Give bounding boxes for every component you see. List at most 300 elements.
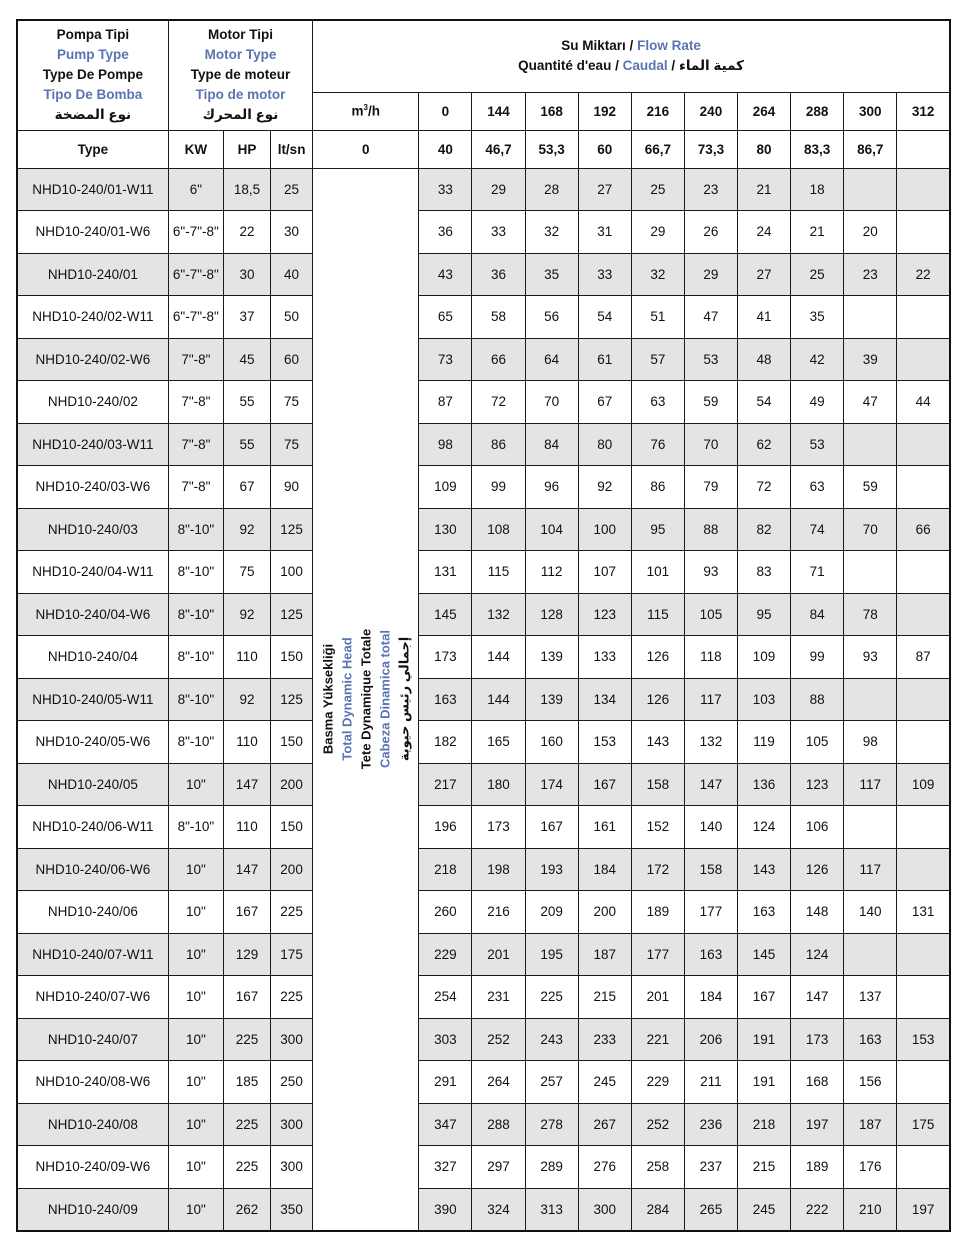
head-value-cell: 32 [631,253,684,296]
head-value-cell: 44 [897,381,950,424]
head-value-cell [844,423,897,466]
head-value-cell: 218 [419,848,472,891]
head-value-cell: 98 [844,721,897,764]
table-row [17,891,950,934]
head-value-cell: 115 [631,593,684,636]
head-value-cell: 278 [525,1103,578,1146]
table-row [17,296,950,339]
head-value-cell: 245 [578,1061,631,1104]
flow-rate-en: Flow Rate [637,38,701,54]
ltsn-unit-label: lt/sn [271,130,313,168]
motor-size-cell: 10" [168,1188,223,1231]
head-value-cell: 76 [631,423,684,466]
head-value-cell: 153 [578,721,631,764]
head-value-cell: 59 [844,466,897,509]
hp-cell: 175 [271,933,313,976]
head-value-cell: 218 [738,1103,791,1146]
hp-cell: 350 [271,1188,313,1231]
head-value-cell: 87 [419,381,472,424]
flow-rate-ar: كمية الماء [678,58,745,74]
head-value-cell: 222 [791,1188,844,1231]
head-value-cell: 72 [472,381,525,424]
head-value-cell: 105 [684,593,737,636]
head-value-cell: 56 [525,296,578,339]
head-value-cell: 180 [472,763,525,806]
head-value-cell: 211 [684,1061,737,1104]
head-value-cell: 140 [684,806,737,849]
model-cell: NHD10-240/06 [17,891,168,934]
motor-size-cell: 10" [168,1018,223,1061]
kw-cell: 67 [223,466,270,509]
model-cell: NHD10-240/04 [17,636,168,679]
table-row [17,338,950,381]
head-value-cell: 173 [419,636,472,679]
head-value-cell: 184 [684,976,737,1019]
head-value-cell: 108 [472,508,525,551]
head-value-cell: 297 [472,1146,525,1189]
ltsn-value-cell: 40 [419,130,472,168]
head-value-cell: 143 [738,848,791,891]
hp-cell: 200 [271,763,313,806]
head-value-cell: 148 [791,891,844,934]
head-value-cell: 33 [472,211,525,254]
model-cell: NHD10-240/02-W6 [17,338,168,381]
motor-size-cell: 8"-10" [168,508,223,551]
head-value-cell: 99 [791,636,844,679]
head-value-cell: 313 [525,1188,578,1231]
head-value-cell: 123 [791,763,844,806]
slash: / [629,38,634,54]
model-cell: NHD10-240/05-W11 [17,678,168,721]
head-value-cell: 303 [419,1018,472,1061]
head-value-cell: 160 [525,721,578,764]
ltsn-value-cell: 46,7 [472,130,525,168]
head-value-cell: 86 [631,466,684,509]
head-value-cell: 64 [525,338,578,381]
flow-rate-es: Caudal [622,58,668,74]
head-value-cell: 165 [472,721,525,764]
motor-size-cell: 8"-10" [168,636,223,679]
head-label-line: Total Dynamic Head [339,637,355,761]
head-value-cell: 70 [844,508,897,551]
head-value-cell: 153 [897,1018,950,1061]
head-value-cell [897,848,950,891]
head-value-cell: 33 [419,168,472,211]
motor-type-es: Tipo de motor [195,87,286,103]
motor-size-cell: 6" [168,168,223,211]
kw-cell: 92 [223,678,270,721]
hp-cell: 50 [271,296,313,339]
m3h-value-cell: 300 [844,92,897,130]
hp-cell: 75 [271,381,313,424]
head-value-cell: 128 [525,593,578,636]
model-cell: NHD10-240/03-W6 [17,466,168,509]
head-value-cell: 93 [844,636,897,679]
hp-cell: 300 [271,1018,313,1061]
head-value-cell: 73 [419,338,472,381]
head-value-cell: 163 [684,933,737,976]
head-value-cell: 25 [791,253,844,296]
head-value-cell: 62 [738,423,791,466]
head-value-cell: 167 [738,976,791,1019]
head-value-cell: 72 [738,466,791,509]
head-value-cell: 252 [472,1018,525,1061]
head-value-cell: 36 [419,211,472,254]
head-value-cell: 112 [525,551,578,594]
hp-cell: 25 [271,168,313,211]
kw-cell: 55 [223,423,270,466]
ltsn-value-cell: 83,3 [791,130,844,168]
kw-cell: 18,5 [223,168,270,211]
head-value-cell: 23 [684,168,737,211]
ltsn-value-cell: 66,7 [631,130,684,168]
head-value-cell: 118 [684,636,737,679]
head-value-cell: 243 [525,1018,578,1061]
table-row [17,721,950,764]
motor-size-cell: 10" [168,1061,223,1104]
head-value-cell: 93 [684,551,737,594]
head-value-cell: 390 [419,1188,472,1231]
head-value-cell: 24 [738,211,791,254]
head-value-cell: 126 [631,636,684,679]
motor-type-tr: Motor Tipi [207,27,273,43]
kw-cell: 225 [223,1018,270,1061]
head-value-cell: 324 [472,1188,525,1231]
head-value-cell: 145 [419,593,472,636]
head-value-cell: 260 [419,891,472,934]
motor-size-cell: 7"-8" [168,423,223,466]
model-cell: NHD10-240/02-W11 [17,296,168,339]
head-value-cell: 134 [578,678,631,721]
head-value-cell: 216 [472,891,525,934]
head-value-cell: 231 [472,976,525,1019]
motor-size-cell: 10" [168,763,223,806]
head-value-cell: 225 [525,976,578,1019]
head-value-cell: 82 [738,508,791,551]
head-value-cell: 126 [791,848,844,891]
head-value-cell: 99 [472,466,525,509]
ltsn-value-cell: 73,3 [684,130,737,168]
head-value-cell [897,211,950,254]
head-value-cell: 58 [472,296,525,339]
head-value-cell: 41 [738,296,791,339]
head-value-cell: 123 [578,593,631,636]
hp-cell: 40 [271,253,313,296]
head-value-cell: 143 [631,721,684,764]
head-value-cell: 42 [791,338,844,381]
head-value-cell: 161 [578,806,631,849]
head-value-cell: 96 [525,466,578,509]
model-cell: NHD10-240/08-W6 [17,1061,168,1104]
model-cell: NHD10-240/09-W6 [17,1146,168,1189]
head-value-cell: 291 [419,1061,472,1104]
model-cell: NHD10-240/07-W11 [17,933,168,976]
motor-size-cell: 10" [168,976,223,1019]
head-value-cell [844,933,897,976]
kw-cell: 75 [223,551,270,594]
head-value-cell: 147 [684,763,737,806]
m3h-value-cell: 264 [738,92,791,130]
ltsn-value-cell: 0 [313,130,419,168]
table-row [17,678,950,721]
head-label-line: Tete Dynamique Totale [358,628,374,770]
head-value-cell: 79 [684,466,737,509]
head-value-cell: 109 [738,636,791,679]
head-value-cell: 195 [525,933,578,976]
head-value-cell: 48 [738,338,791,381]
ltsn-value-cell: 53,3 [525,130,578,168]
motor-type-en: Motor Type [204,47,277,63]
type-col-header: Type [17,130,168,168]
head-value-cell: 22 [897,253,950,296]
head-value-cell: 53 [791,423,844,466]
head-value-cell [897,1061,950,1104]
head-value-cell: 124 [738,806,791,849]
motor-type-fr: Type de moteur [190,67,291,83]
hp-cell: 225 [271,891,313,934]
head-value-cell: 130 [419,508,472,551]
m3h-value-cell: 240 [684,92,737,130]
model-cell: NHD10-240/05 [17,763,168,806]
head-value-cell: 80 [578,423,631,466]
head-value-cell: 98 [419,423,472,466]
head-value-cell: 119 [738,721,791,764]
kw-cell: 22 [223,211,270,254]
head-value-cell [897,806,950,849]
head-value-cell: 26 [684,211,737,254]
kw-cell: 147 [223,848,270,891]
head-value-cell [897,933,950,976]
head-value-cell: 182 [419,721,472,764]
motor-size-cell: 7"-8" [168,381,223,424]
motor-size-cell: 10" [168,1103,223,1146]
head-value-cell: 140 [844,891,897,934]
table-row [17,1103,950,1146]
head-value-cell: 191 [738,1061,791,1104]
head-value-cell [897,1146,950,1189]
head-value-cell [897,678,950,721]
head-value-cell: 258 [631,1146,684,1189]
head-value-cell: 184 [578,848,631,891]
motor-size-cell: 6"-7"-8" [168,296,223,339]
kw-cell: 110 [223,721,270,764]
m3h-value-cell: 144 [472,92,525,130]
head-value-cell: 152 [631,806,684,849]
head-value-cell: 117 [844,848,897,891]
model-cell: NHD10-240/07-W6 [17,976,168,1019]
head-value-cell: 191 [738,1018,791,1061]
head-value-cell: 158 [631,763,684,806]
head-value-cell: 252 [631,1103,684,1146]
model-cell: NHD10-240/04-W11 [17,551,168,594]
head-value-cell: 136 [738,763,791,806]
head-value-cell: 100 [578,508,631,551]
head-value-cell: 107 [578,551,631,594]
head-value-cell: 210 [844,1188,897,1231]
model-cell: NHD10-240/08 [17,1103,168,1146]
head-value-cell: 197 [897,1188,950,1231]
head-value-cell: 51 [631,296,684,339]
hp-cell: 300 [271,1103,313,1146]
head-value-cell: 163 [738,891,791,934]
head-value-cell: 198 [472,848,525,891]
head-value-cell [897,423,950,466]
hp-cell: 200 [271,848,313,891]
table-row [17,763,950,806]
head-value-cell: 53 [684,338,737,381]
head-value-cell: 36 [472,253,525,296]
head-value-cell: 104 [525,508,578,551]
head-value-cell [897,168,950,211]
m3h-value-cell: 192 [578,92,631,130]
model-cell: NHD10-240/03 [17,508,168,551]
head-value-cell: 177 [631,933,684,976]
head-value-cell: 43 [419,253,472,296]
head-value-cell: 267 [578,1103,631,1146]
head-value-cell: 124 [791,933,844,976]
head-value-cell: 206 [684,1018,737,1061]
head-value-cell: 117 [684,678,737,721]
hp-cell: 225 [271,976,313,1019]
head-value-cell: 21 [738,168,791,211]
kw-cell: 92 [223,593,270,636]
head-value-cell: 35 [525,253,578,296]
hp-cell: 30 [271,211,313,254]
model-cell: NHD10-240/01 [17,253,168,296]
flow-rate-fr: Quantité d'eau [518,58,612,74]
head-value-cell: 65 [419,296,472,339]
head-value-cell: 95 [738,593,791,636]
m3h-value-cell: 216 [631,92,684,130]
motor-size-cell: 8"-10" [168,678,223,721]
hp-cell: 250 [271,1061,313,1104]
slash: / [671,58,676,74]
head-value-cell: 20 [844,211,897,254]
head-value-cell: 167 [578,763,631,806]
hp-cell: 150 [271,721,313,764]
motor-size-cell: 10" [168,1146,223,1189]
table-row [17,976,950,1019]
head-value-cell: 264 [472,1061,525,1104]
head-value-cell: 163 [419,678,472,721]
pump-type-header [17,20,168,130]
table-row [17,1188,950,1231]
head-value-cell: 117 [844,763,897,806]
head-value-cell: 25 [631,168,684,211]
head-value-cell: 236 [684,1103,737,1146]
head-value-cell: 233 [578,1018,631,1061]
head-value-cell [897,296,950,339]
head-value-cell: 57 [631,338,684,381]
head-value-cell: 174 [525,763,578,806]
table-row [17,211,950,254]
head-value-cell: 139 [525,636,578,679]
motor-size-cell: 6"-7"-8" [168,253,223,296]
head-value-cell: 49 [791,381,844,424]
model-cell: NHD10-240/06-W11 [17,806,168,849]
kw-cell: 129 [223,933,270,976]
head-value-cell: 84 [525,423,578,466]
head-value-cell: 61 [578,338,631,381]
ltsn-value-cell: 86,7 [844,130,897,168]
pump-type-es: Tipo De Bomba [43,87,143,103]
motor-size-cell: 7"-8" [168,338,223,381]
head-value-cell: 28 [525,168,578,211]
head-value-cell: 193 [525,848,578,891]
head-value-cell: 167 [525,806,578,849]
head-value-cell [844,296,897,339]
table-row [17,593,950,636]
m3h-value-cell: 288 [791,92,844,130]
head-value-cell: 276 [578,1146,631,1189]
motor-size-cell: 8"-10" [168,806,223,849]
head-value-cell: 70 [525,381,578,424]
head-value-cell: 78 [844,593,897,636]
head-value-cell: 84 [791,593,844,636]
hp-cell: 150 [271,636,313,679]
motor-size-cell: 10" [168,848,223,891]
head-value-cell: 209 [525,891,578,934]
head-value-cell: 200 [578,891,631,934]
head-value-cell: 109 [419,466,472,509]
head-value-cell: 133 [578,636,631,679]
head-value-cell: 172 [631,848,684,891]
flow-rate-header [313,20,950,92]
head-value-cell: 103 [738,678,791,721]
head-value-cell [844,168,897,211]
head-value-cell: 109 [897,763,950,806]
head-value-cell: 229 [419,933,472,976]
model-cell: NHD10-240/02 [17,381,168,424]
head-value-cell: 196 [419,806,472,849]
ltsn-value-cell: 60 [578,130,631,168]
kw-cell: 110 [223,636,270,679]
model-cell: NHD10-240/01-W6 [17,211,168,254]
head-value-cell: 229 [631,1061,684,1104]
head-value-cell: 156 [844,1061,897,1104]
table-row [17,423,950,466]
model-cell: NHD10-240/07 [17,1018,168,1061]
m3h-value-cell: 0 [419,92,472,130]
kw-cell: 55 [223,381,270,424]
head-value-cell: 66 [472,338,525,381]
head-value-cell: 29 [684,253,737,296]
head-value-cell: 54 [738,381,791,424]
hp-cell: 125 [271,593,313,636]
table-row [17,381,950,424]
m3h-value-cell: 312 [897,92,950,130]
head-value-cell: 288 [472,1103,525,1146]
head-value-cell: 245 [738,1188,791,1231]
head-value-cell: 137 [844,976,897,1019]
head-value-cell: 88 [684,508,737,551]
ltsn-value-cell: 80 [738,130,791,168]
head-value-cell: 158 [684,848,737,891]
head-value-cell: 66 [897,508,950,551]
head-value-cell: 35 [791,296,844,339]
hp-cell: 75 [271,423,313,466]
motor-type-ar: نوع المحرك [202,107,279,123]
table-row [17,253,950,296]
slash: / [615,58,619,74]
model-cell: NHD10-240/05-W6 [17,721,168,764]
model-cell: NHD10-240/03-W11 [17,423,168,466]
head-value-cell: 74 [791,508,844,551]
head-value-cell: 63 [631,381,684,424]
head-value-cell: 131 [897,891,950,934]
model-cell: NHD10-240/09 [17,1188,168,1231]
kw-cell: 30 [223,253,270,296]
